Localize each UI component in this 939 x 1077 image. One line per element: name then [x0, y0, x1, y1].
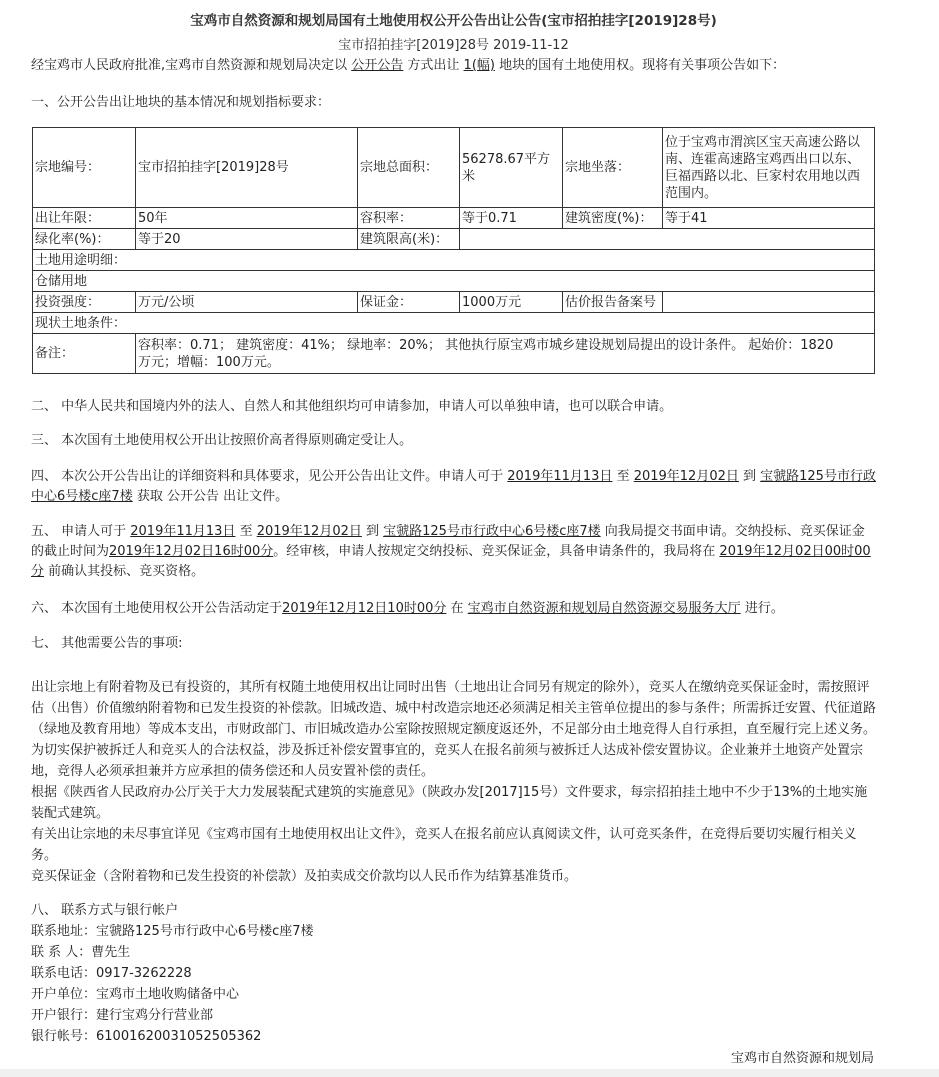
section-1-heading: 一、公开公告出让地块的基本情况和规划指标要求：: [31, 95, 331, 110]
far-label: 容积率：: [358, 208, 460, 229]
deposit-value: 1000万元: [460, 292, 563, 313]
section-5-text-to: 至: [235, 524, 257, 539]
section-6-place: 宝鸡市自然资源和规划局自然资源交易服务大厅: [467, 601, 741, 616]
section-5-date-end: 2019年12月02日: [256, 524, 362, 539]
section-7-heading: 七、 其他需要公告的事项:: [31, 636, 183, 651]
contact-phone: 联系电话：0917-3262228: [31, 966, 192, 981]
use-value: 仓储用地: [33, 271, 875, 292]
section-5-text-at: 到: [361, 524, 384, 539]
intro-count: 1(幅): [463, 58, 495, 73]
density-label: 建筑密度(%)：: [563, 208, 663, 229]
location-value: 位于宝鸡市渭滨区宝天高速公路以南、连霍高速路宝鸡西出口以东、巨福西路以北、巨家村农用地以西范围内。: [663, 128, 875, 208]
account-holder: 开户单位：宝鸡市土地收购储备中心: [31, 987, 240, 1002]
term-value: 50年: [136, 208, 358, 229]
section-5: [31, 522, 876, 582]
location-label: 宗地坐落：: [563, 128, 663, 208]
section-7-notes: [31, 677, 876, 887]
deposit-label: 保证金：: [358, 292, 460, 313]
section-5-confirm-time: 2019年12月02日00时00分: [31, 544, 871, 579]
section-6-text-end: 进行。: [740, 601, 784, 616]
intro-paragraph: [31, 56, 876, 76]
account-bank: 开户银行：建行宝鸡分行营业部: [31, 1008, 214, 1023]
bottom-scroll-area: [0, 1069, 939, 1077]
signature: 宝鸡市自然资源和规划局: [730, 1051, 874, 1066]
section-5-date-start: 2019年11月13日: [130, 524, 236, 539]
section-5-text-submit: 向我局提交书面申请。交纳投标、竞买保证金的截止时间为: [31, 524, 865, 559]
section-4-place: 宝虢路125号市行政中心6号楼c座7楼: [31, 469, 876, 504]
invest-label: 投资强度：: [33, 292, 136, 313]
contact-person: 联 系 人：曹先生: [31, 945, 131, 960]
far-value: 等于0.71: [460, 208, 563, 229]
contact-address: 联系地址：宝虢路125号市行政中心6号楼c座7楼: [31, 924, 314, 939]
section-5-text-end: 前确认其投标、竞买资格。: [44, 564, 205, 579]
intro-text-mid: 方式出让: [403, 58, 464, 73]
section-4-text-to: 至: [612, 469, 634, 484]
section-6: [31, 599, 876, 619]
note-paragraph: 竞买保证金（含附着物和已发生投资的补偿款）及拍卖成交价款均以人民币作为结算基准货币。: [31, 869, 578, 884]
height-value: [460, 229, 875, 250]
green-label: 绿化率(%)：: [33, 229, 136, 250]
section-6-text: 六、 本次国有土地使用权公开公告活动定于: [31, 601, 283, 616]
note-paragraph: 根据《陕西省人民政府办公厅关于大力发展装配式建筑的实施意见》（陕政办发[2017]15号）文件要求，每宗招拍挂土地中不少于13%的土地实施装配式建筑。: [31, 785, 868, 821]
intro-text: 经宝鸡市人民政府批准,宝鸡市自然资源和规划局决定以: [31, 58, 352, 73]
note-paragraph: 出让宗地上有附着物及已有投资的，其所有权随土地使用权出让同时出售（土地出让合同另有规定的除外），竞买人在缴纳竞买保证金时，需按照评估（出售）价值缴纳附着物和已发生投资的补偿款。旧城改造、城中村改造宗地还必须满足相关主管单位提出的参与条件；所需拆迁安置、代征道路（绿地及教育用地）等成本支出，市财政部门、市旧城改造办公室除按照规定额度返还外，不足部分由土地竞得人自行承担，直至履行完上述义务。为切实保护被拆迁人和竞买人的合法权益，涉及拆迁补偿安置事宜的，竞买人在报名前须与被拆迁人达成补偿安置协议。企业兼并土地资产处置宗地，竞得人必须承担兼并方应承担的债务偿还和人员安置补偿的责任。: [31, 680, 877, 779]
section-5-text: 五、 申请人可于: [31, 524, 131, 539]
section-4-date-start: 2019年11月13日: [507, 469, 613, 484]
term-label: 出让年限：: [33, 208, 136, 229]
invest-value: 万元/公顷: [136, 292, 358, 313]
section-6-time: 2019年12月12日10时00分: [282, 601, 447, 616]
intro-method: 公开公告: [351, 58, 404, 73]
section-2: 二、 中华人民共和国境内外的法人、自然人和其他组织均可申请参加，申请人可以单独申请，也可以联合申请。: [31, 399, 673, 414]
section-6-text-at: 在: [446, 601, 468, 616]
parcel-info-table-wrap: [31, 127, 875, 374]
section-5-deadline: 2019年12月02日16时00分: [109, 544, 274, 559]
section-4-text-at: 到: [738, 469, 761, 484]
section-4-date-end: 2019年12月02日: [633, 469, 739, 484]
intro-text-post: 地块的国有土地使用权。现将有关事项公告如下：: [494, 58, 786, 73]
area-value: 56278.67平方米: [460, 128, 563, 208]
section-8: [31, 900, 876, 1047]
section-5-text-review: 。经审核，申请人按规定交纳投标、竞买保证金，具备申请条件的，我局将在: [273, 544, 720, 559]
height-label: 建筑限高(米)：: [358, 229, 460, 250]
section-4-text: 四、 本次公开公告出让的详细资料和具体要求，见公开公告出让文件。申请人可于: [31, 469, 508, 484]
green-value: 等于20: [136, 229, 358, 250]
section-4-text-end: 获取 公开公告 出让文件。: [132, 489, 289, 504]
area-label: 宗地总面积：: [358, 128, 460, 208]
remark-label: 备注：: [33, 334, 136, 374]
parcel-no-label: 宗地编号：: [33, 128, 136, 208]
section-4: [31, 467, 876, 507]
appraisal-value: [663, 292, 875, 313]
section-8-heading: 八、 联系方式与银行帐户: [31, 903, 179, 918]
section-3: 三、 本次国有土地使用权公开出让按照价高者得原则确定受让人。: [31, 433, 413, 448]
page-subtitle: 宝市招拍挂字[2019]28号 2019-11-12: [338, 38, 569, 53]
appraisal-label: 估价报告备案号: [563, 292, 663, 313]
density-value: 等于41: [663, 208, 875, 229]
parcel-no-value: 宝市招拍挂字[2019]28号: [136, 128, 358, 208]
use-label: 土地用途明细：: [33, 250, 875, 271]
remark-value: 容积率：0.71； 建筑密度：41%； 绿地率：20%； 其他执行原宝鸡市城乡建设规划局提出的设计条件。 起始价：1820万元；增幅：100万元。: [136, 334, 875, 374]
page-title: 宝鸡市自然资源和规划局国有土地使用权公开公告出让公告(宝市招拍挂字[2019]28号): [190, 13, 717, 29]
section-5-place: 宝虢路125号市行政中心6号楼c座7楼: [383, 524, 601, 539]
status-label: 现状土地条件：: [33, 313, 875, 334]
parcel-info-table: [32, 127, 875, 374]
note-paragraph: 有关出让宗地的未尽事宜详见《宝鸡市国有土地使用权出让文件》，竞买人在报名前应认真阅读文件，认可竞买条件，在竞得后要切实履行相关义务。: [31, 827, 857, 863]
account-number: 银行帐号：61001620031052505362: [31, 1029, 262, 1044]
